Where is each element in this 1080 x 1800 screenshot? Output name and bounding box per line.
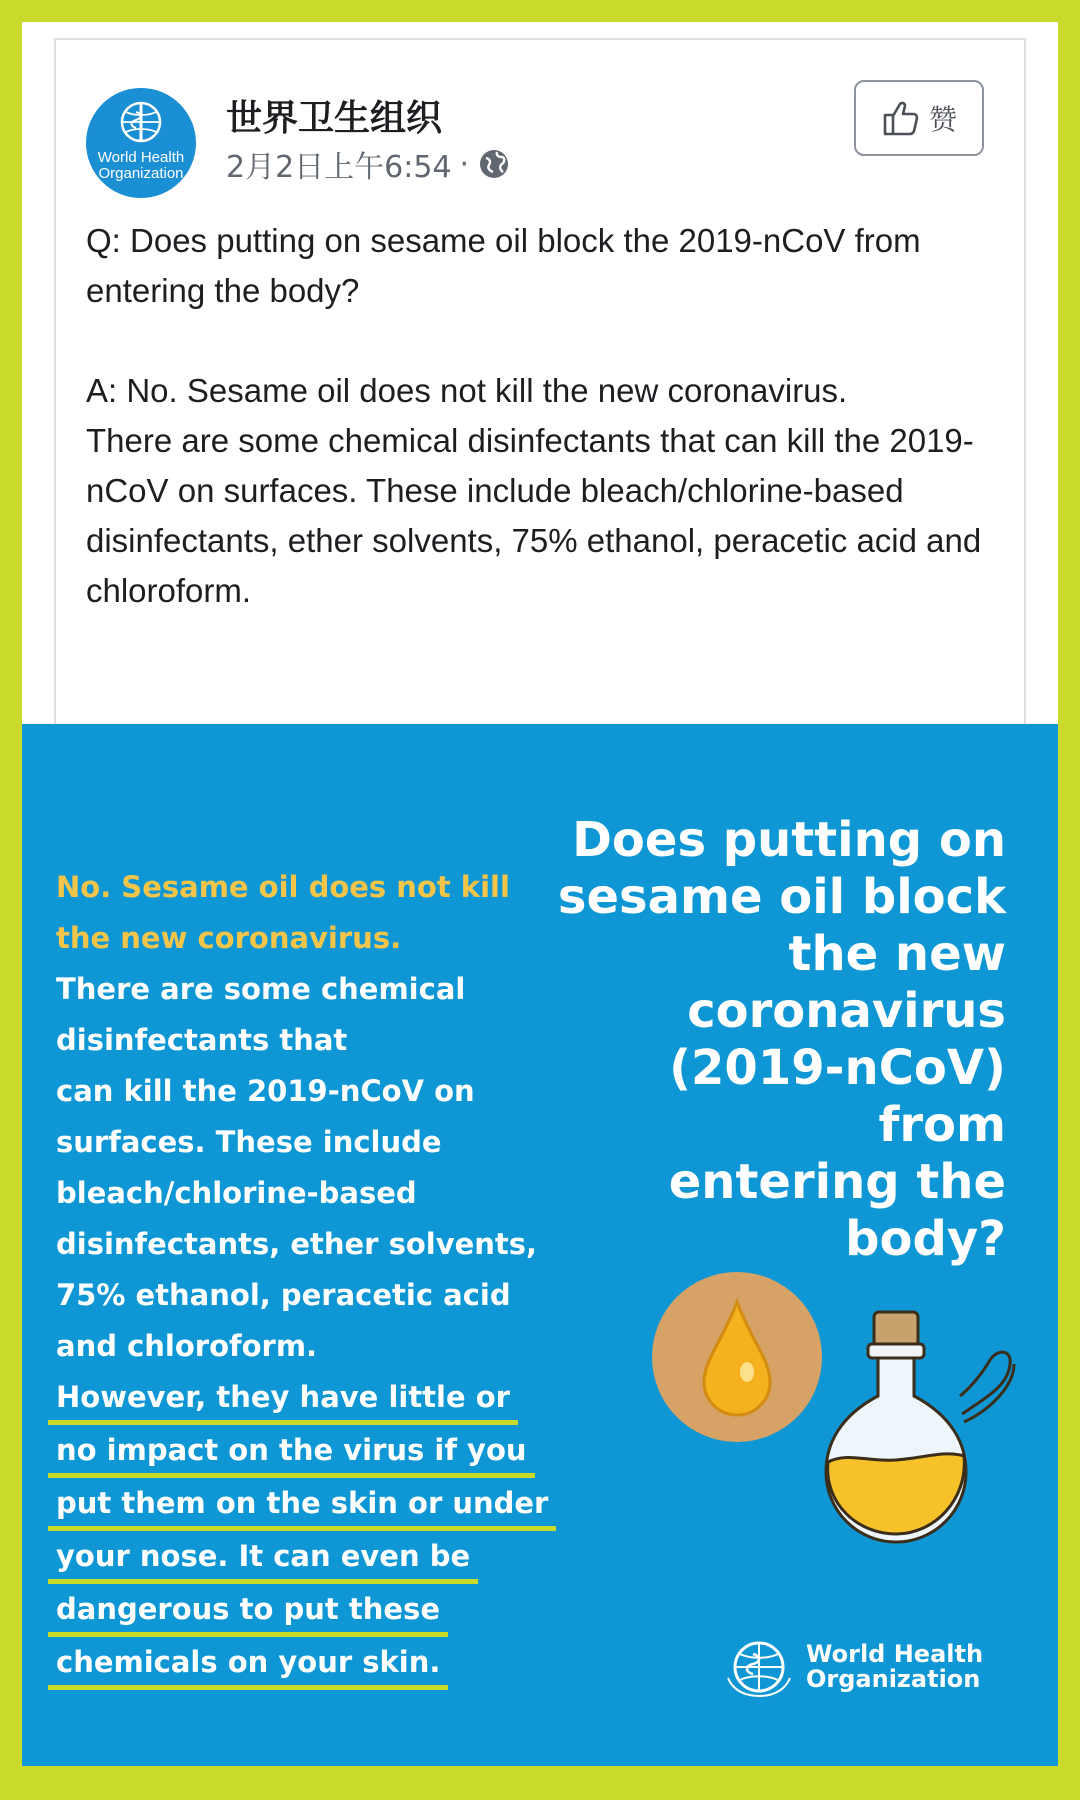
like-label: 赞 (928, 103, 957, 136)
highlighted-line: put them on the skin or under (48, 1480, 556, 1531)
who-emblem-icon (114, 98, 168, 148)
post-question: Q: Does putting on sesame oil block the 2019-nCoV from entering the body? (86, 222, 921, 309)
oil-drop-icon (652, 1272, 822, 1442)
post-meta (226, 142, 511, 186)
post-answer-line2: There are some chemical disinfectants that can kill the 2019-nCoV on surfaces. These include bleach/chlorine-based disinfectants, ether solvents, 75% ethanol, peracetic acid and chloroform. (86, 422, 982, 609)
highlighted-line: no impact on the virus if you (48, 1427, 535, 1478)
page-name[interactable]: 世界卫生组织 (226, 98, 443, 139)
who-logo (722, 1634, 983, 1700)
answer-body-line: can kill the 2019-nCoV on (56, 1074, 475, 1108)
post-timestamp[interactable]: 2月2日上午6:54 (226, 150, 452, 185)
oil-bottle-icon (812, 1304, 1022, 1544)
like-button[interactable] (854, 80, 984, 156)
answer-body-line: 75% ethanol, peracetic acid (56, 1278, 511, 1312)
oil-drop-badge (652, 1272, 822, 1442)
highlighted-line: However, they have little or (48, 1374, 518, 1425)
highlighted-line: dangerous to put these (48, 1586, 448, 1637)
answer-body-line: surfaces. These include (56, 1125, 442, 1159)
infographic-image[interactable] (22, 724, 1058, 1766)
answer-body-line: disinfectants that (56, 1023, 348, 1057)
screenshot-frame (22, 22, 1058, 1766)
who-emblem-icon (722, 1634, 796, 1700)
who-logo-text: World Health Organization (806, 1640, 984, 1693)
answer-body-line: There are some chemical (56, 972, 466, 1006)
infographic-title: Does putting on sesame oil block the new coronavirus (2019-nCoV) from entering the body? (557, 812, 1006, 1267)
answer-heading-line: No. Sesame oil does not kill (56, 870, 510, 904)
page-avatar[interactable] (86, 88, 196, 198)
highlighted-line: chemicals on your skin. (48, 1639, 448, 1690)
answer-body-line: and chloroform. (56, 1329, 318, 1363)
post-body (86, 216, 996, 616)
meta-separator: · (459, 146, 470, 182)
facebook-post (54, 38, 1026, 738)
answer-body-line: bleach/chlorine-based (56, 1176, 417, 1210)
answer-body-line: disinfectants, ether solvents, (56, 1227, 538, 1261)
post-answer-line1: A: No. Sesame oil does not kill the new coronavirus. (86, 372, 848, 409)
globe-icon (477, 147, 511, 181)
infographic-answer (56, 862, 556, 1690)
answer-heading-line: the new coronavirus. (56, 921, 402, 955)
highlighted-line: your nose. It can even be (48, 1533, 478, 1584)
avatar-caption: World Health Organization (97, 149, 185, 182)
thumbs-up-icon (881, 98, 921, 138)
